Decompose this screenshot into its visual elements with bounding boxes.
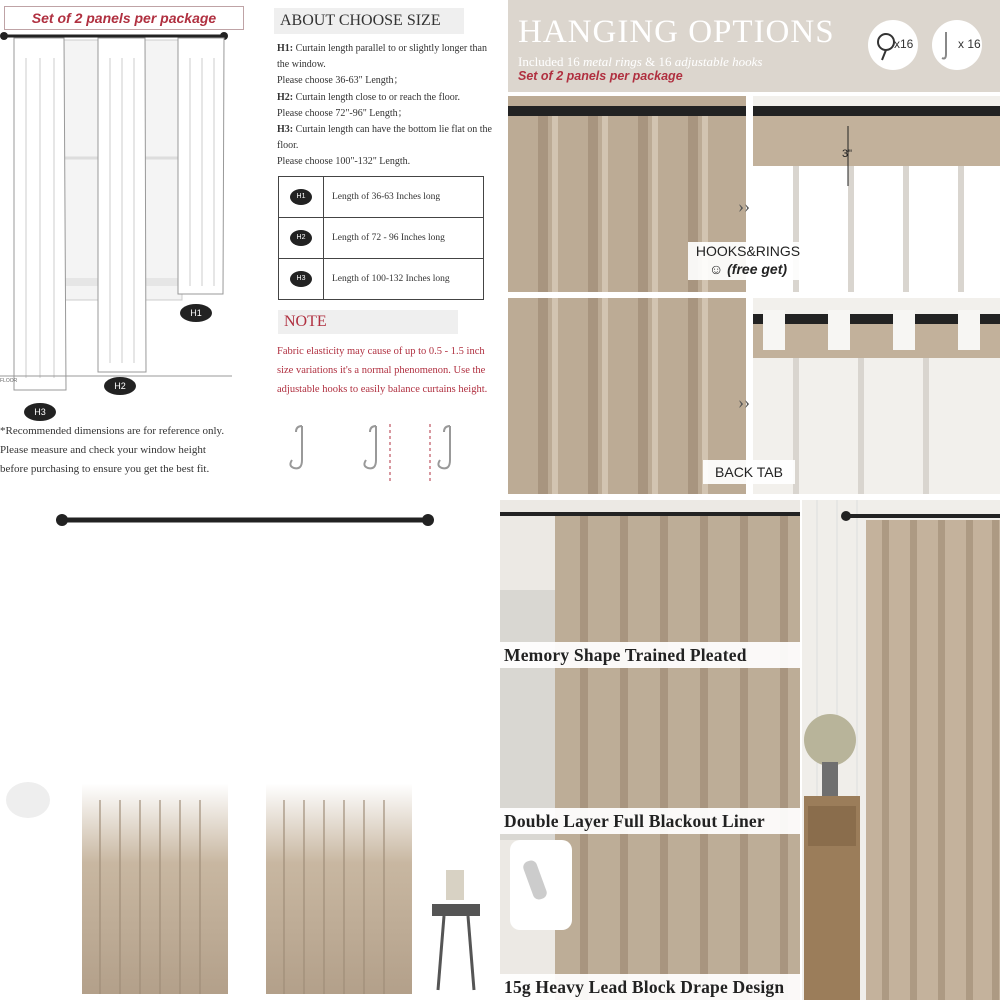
ring-count-badge	[868, 20, 918, 70]
hook-count-badge	[932, 20, 982, 70]
hanging-options-subtitle: Included 16 metal rings & 16 adjustable hooks	[518, 54, 763, 69]
note-heading: NOTE	[278, 310, 458, 334]
length-table	[278, 176, 484, 300]
three-inch-label: 3"	[842, 148, 853, 160]
note-text: Fabric elasticity may cause of up to 0.5 - 1.5 inch size variations it's a normal phenomenon. Use the adjustable hooks to easily balance curtains height.	[277, 346, 488, 395]
caption-lead-block: 15g Heavy Lead Block Drape Design	[500, 974, 800, 1000]
size-line-h1: H1: Curtain length parallel to or slightly longer than the window.	[277, 43, 487, 71]
table-row	[279, 259, 484, 300]
size-diagram-panel	[0, 0, 250, 500]
caption-memory-pleated: Memory Shape Trained Pleated	[500, 642, 800, 668]
feature-closeup-photos	[500, 500, 800, 1000]
reference-note: *Recommended dimensions are for reference only. Please measure and check your window height before purchasing to ensure you get the best fit.	[0, 425, 225, 475]
length-h2: Length of 72 - 96 Inches long	[324, 218, 484, 259]
smile-icon: ☺	[708, 261, 724, 277]
table-row	[279, 218, 484, 259]
curtain-size-illustration	[0, 28, 250, 418]
hook-count: x 16	[958, 37, 981, 51]
back-tab-label: BACK TAB	[703, 460, 795, 484]
size-line-h3: H3: Curtain length can have the bottom lie flat on the floor.	[277, 124, 492, 152]
ring-count: x16	[894, 37, 914, 51]
size-line-h2-choice: Please choose 72"-96" Length；	[277, 107, 408, 119]
set-of-two-label: Set of 2 panels per package	[518, 69, 683, 83]
badge-h1: H1	[290, 189, 312, 205]
badge-h3: H3	[290, 271, 312, 287]
length-h1: Length of 36-63 Inches long	[324, 177, 484, 218]
hooks-rings-label: HOOKS&RINGS ☺ (free get)	[688, 242, 808, 280]
full-length-curtain-photo	[802, 500, 1000, 1000]
size-line-h1-choice: Please choose 36-63" Length；	[277, 75, 404, 87]
size-line-h2: H2: Curtain length close to or reach the floor.	[277, 91, 461, 103]
table-row	[279, 177, 484, 218]
length-h3: Length of 100-132 Inches long	[324, 259, 484, 300]
floor-label: FLOOR	[0, 378, 18, 384]
hanging-options-banner	[508, 0, 1000, 92]
hook-icon	[942, 32, 946, 59]
room-curtains-photo	[0, 500, 500, 1000]
badge-h3: H3	[24, 403, 56, 421]
adjustable-hook-illustration	[280, 420, 470, 492]
hanging-options-title: HANGING OPTIONS	[518, 14, 835, 50]
ring-icon	[878, 34, 894, 50]
about-size-heading: ABOUT CHOOSE SIZE	[274, 8, 464, 34]
badge-h2: H2	[104, 377, 136, 395]
size-explanation	[277, 41, 499, 171]
size-line-h3-choice: Please choose 100"-132" Length.	[277, 156, 411, 168]
caption-blackout-liner: Double Layer Full Blackout Liner	[500, 808, 800, 834]
badge-h1: H1	[180, 304, 212, 322]
badge-h2: H2	[290, 230, 312, 246]
chevron-right-icon: ››	[738, 196, 750, 216]
chevron-right-icon: ››	[738, 392, 750, 412]
set-of-two-label: Set of 2 panels per package	[4, 6, 244, 30]
